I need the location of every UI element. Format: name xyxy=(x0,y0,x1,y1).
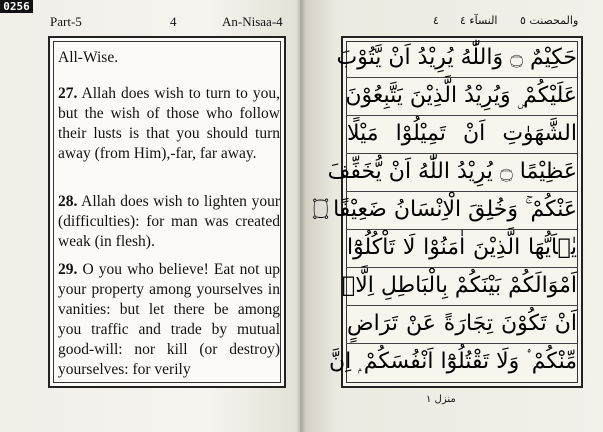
verse-number: 29. xyxy=(58,261,78,278)
verse-29 xyxy=(58,260,280,380)
arabic-line: اَمْوَالَكُمْ بَيْنَكُمْ بِالْبَاطِلِ اِلَّاۤ xyxy=(342,273,577,298)
arabic-line: اَنْ تَكُوْنَ تِجَارَةً عَنْ تَرَاضٍ xyxy=(347,311,577,336)
arabic-part-title: والمحصنت ٥ xyxy=(520,14,579,27)
manzil-marker: منزل ١ xyxy=(426,394,456,405)
arabic-surah-title: النسآء ٤ xyxy=(460,14,498,27)
part-label: Part-5 xyxy=(50,14,82,29)
line-rule xyxy=(346,267,578,268)
arabic-line: يٰۤاَيُّهَا الَّذِيْنَ اٰمَنُوْا لَا تَاْكُلُوْٓا xyxy=(347,235,577,260)
verse-28 xyxy=(58,192,280,252)
arabic-line: الشَّهَوٰتِ اَنْ تَمِيْلُوْا مَيْلًا xyxy=(347,121,577,146)
intro-line: All-Wise. xyxy=(58,49,119,66)
verse-number: 27. xyxy=(58,85,78,102)
arabic-line: حَكِيْمٌ ۝ وَاللّٰهُ يُرِيْدُ اَنْ يَّتُوْبَ xyxy=(336,45,577,70)
arabic-line: مِّنْكُمْ ۟ وَلَا تَقْتُلُوْٓا اَنْفُسَكُمْ ۭ اِنَّ xyxy=(328,349,577,374)
arabic-page-number: ٤ xyxy=(433,14,439,27)
verse-text: Allah does wish to turn to you, but the wish of those who follow their lusts is that you should turn away (from Him),-far, far away. xyxy=(58,85,280,162)
arabic-line: عَلَيْكُمْ ۣ وَيُرِيْدُ الَّذِيْنَ يَتَّبِعُوْنَ xyxy=(345,83,577,108)
line-rule xyxy=(346,343,578,344)
verse-text: O you who believe! Eat not up your property among yourselves in vanities: but let there be among you traffic and trade by mutual good-will: nor kill (or destroy) yourselves: for verily xyxy=(58,261,281,378)
verse-text: Allah does wish to lighten your (difficulties): for man was created weak (in flesh). xyxy=(58,193,280,250)
line-rule xyxy=(346,191,578,192)
line-rule xyxy=(346,77,578,78)
arabic-line: عَنْكُمْ ۚ وَخُلِقَ الْاِنْسَانُ ضَعِيْفًا ۝ xyxy=(315,197,577,222)
verse-number: 28. xyxy=(58,193,78,210)
surah-label: An-Nisaa-4 xyxy=(222,14,283,29)
line-rule xyxy=(346,305,578,306)
line-rule xyxy=(346,115,578,116)
arabic-line: عَظِيْمًا ۝ يُرِيْدُ اللّٰهُ اَنْ يُّخَفِّفَ xyxy=(327,159,577,184)
page-tag: 0256 xyxy=(0,0,33,13)
line-rule xyxy=(346,229,578,230)
verse-27 xyxy=(58,84,280,164)
page-number: 4 xyxy=(170,14,177,29)
line-rule xyxy=(346,153,578,154)
book-gutter xyxy=(296,0,306,432)
